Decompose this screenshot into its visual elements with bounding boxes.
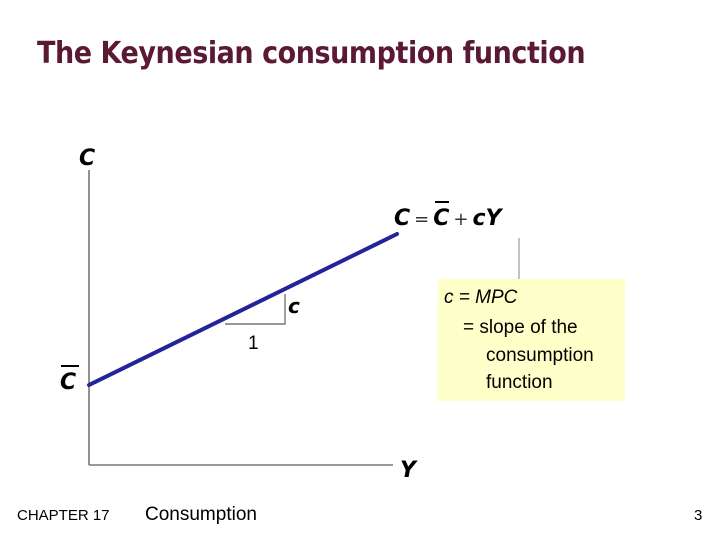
- equation-plus: +: [453, 209, 469, 230]
- consumption-function-line: [89, 234, 397, 385]
- slope-triangle: [225, 294, 285, 324]
- y-axis-label: C: [79, 146, 96, 171]
- equation-var: Y: [485, 206, 502, 231]
- footer-section: Consumption: [145, 504, 257, 525]
- overline-bar: [61, 365, 79, 367]
- equation-intercept: C: [433, 206, 450, 231]
- equation-slope: c: [472, 206, 486, 231]
- page-number: 3: [694, 507, 703, 524]
- slope-rise-label: c: [288, 294, 300, 318]
- note-line-4: function: [486, 372, 553, 393]
- x-axis-label: Y: [400, 458, 416, 483]
- note-line-3: consumption: [486, 345, 594, 366]
- equation-equals: =: [414, 209, 430, 230]
- slide-title: The Keynesian consumption function: [37, 36, 586, 71]
- slope-run-label: 1: [248, 333, 259, 354]
- note-line-1: c = MPC: [444, 287, 518, 308]
- note-line-2: = slope of the: [463, 317, 578, 338]
- mpc-note-box: [438, 279, 625, 401]
- footer-chapter: CHAPTER 17: [17, 507, 110, 524]
- autonomous-consumption-label: C: [60, 372, 76, 394]
- equation-lhs: C: [394, 206, 411, 231]
- consumption-function-equation: [394, 206, 501, 231]
